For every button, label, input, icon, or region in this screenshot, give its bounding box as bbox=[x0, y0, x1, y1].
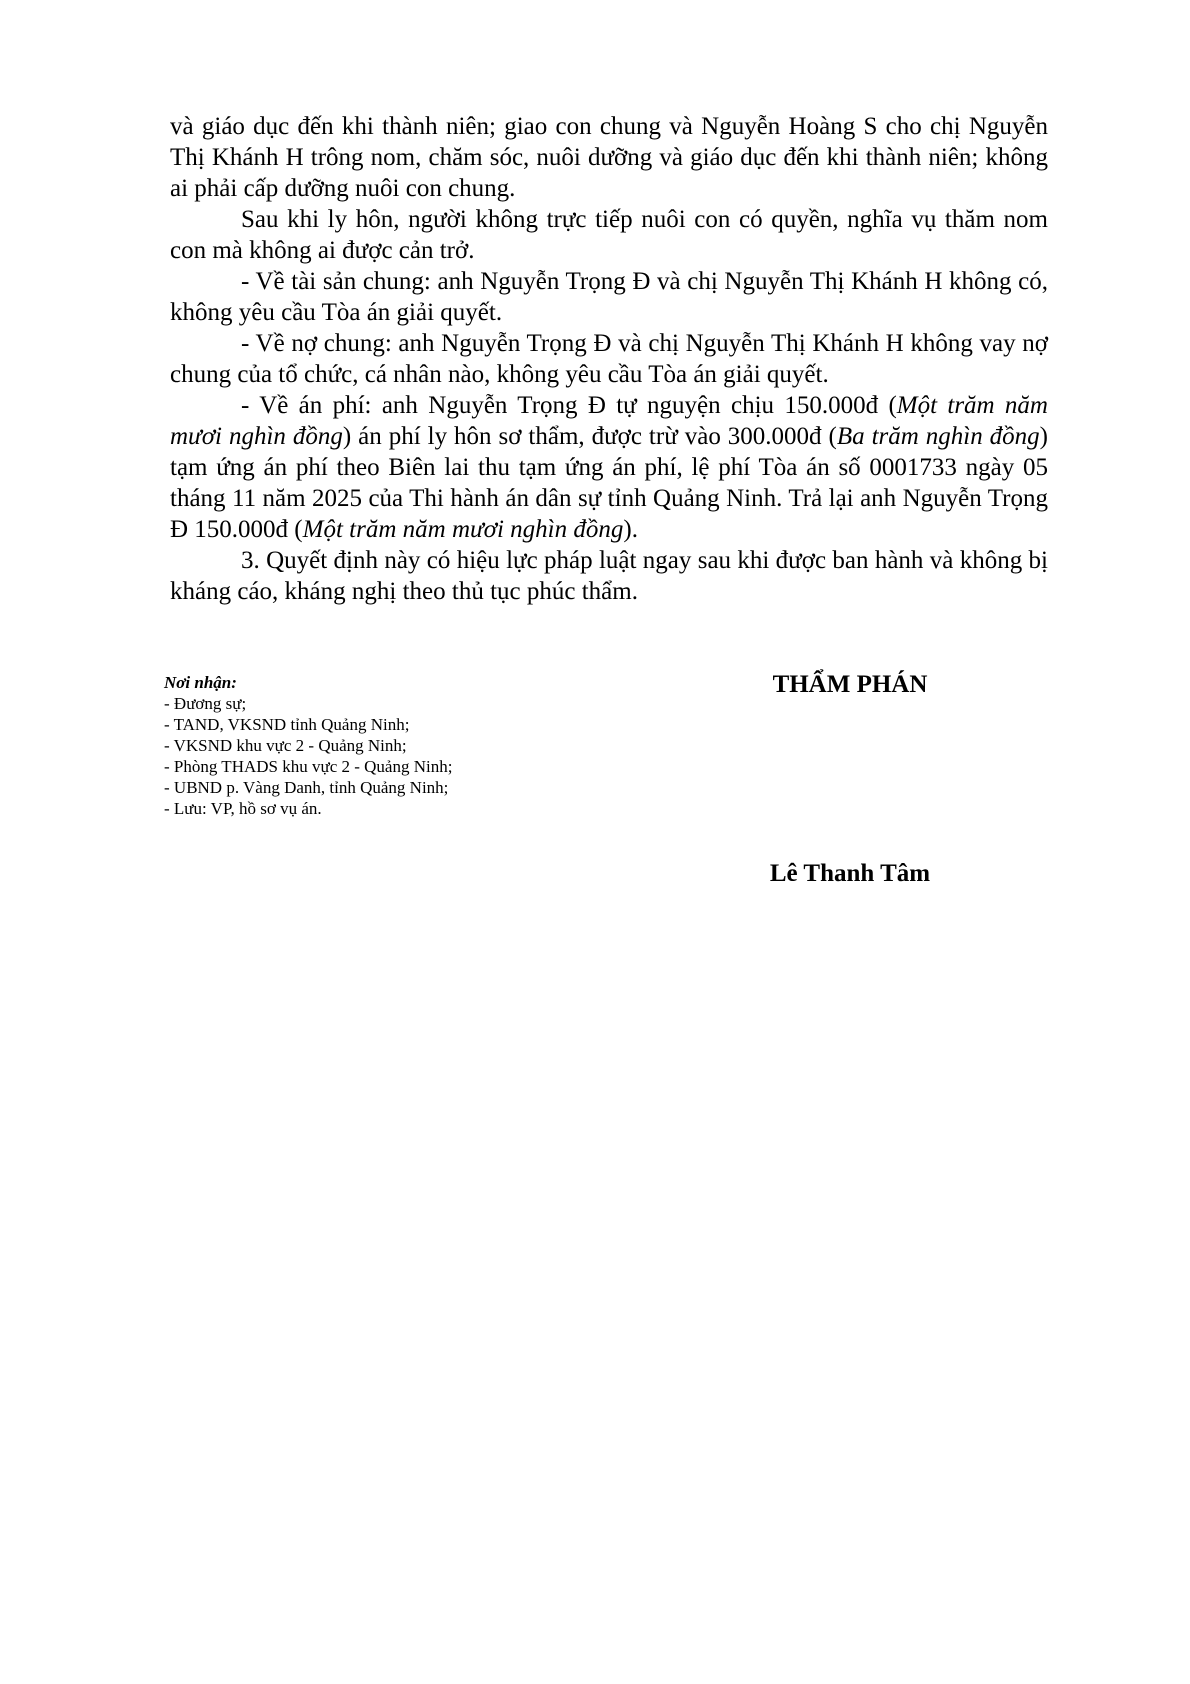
recipient-item: - Lưu: VP, hồ sơ vụ án. bbox=[164, 799, 322, 818]
court-fee-amount-words-1: Một trăm năm mươi nghìn đồng bbox=[170, 392, 1048, 450]
paragraph-court-fee bbox=[170, 390, 1048, 545]
recipient-item: - VKSND khu vực 2 - Quảng Ninh; bbox=[164, 736, 407, 755]
recipient-item: - TAND, VKSND tỉnh Quảng Ninh; bbox=[164, 715, 410, 734]
signer-name: Lê Thanh Tâm bbox=[769, 860, 931, 887]
paragraph-visitation-rights: Sau khi ly hôn, người không trực tiếp nuôi con có quyền, nghĩa vụ thăm nom con mà không ai được cản trở. bbox=[170, 206, 1048, 264]
paragraph-effectiveness: 3. Quyết định này có hiệu lực pháp luật ngay sau khi được ban hành và không bị kháng cáo, kháng nghị theo thủ tục phúc thẩm. bbox=[170, 547, 1048, 605]
recipients-block bbox=[164, 672, 604, 819]
recipients-list bbox=[164, 693, 604, 819]
paragraph-child-custody: và giáo dục đến khi thành niên; giao con chung và Nguyễn Hoàng S cho chị Nguyễn Thị Khánh H trông nom, chăm sóc, nuôi dưỡng và giáo dục đến khi thành niên; không ai phải cấp dưỡng nuôi con chung. bbox=[170, 113, 1048, 202]
court-fee-text-1: - Về án phí: anh Nguyễn Trọng Đ tự nguyện chịu 150.000đ ( bbox=[241, 392, 897, 419]
court-fee-text-3: ) tạm ứng án phí theo Biên lai thu tạm ứng án phí, lệ phí Tòa án số 0001733 ngày 05 tháng 11 năm 2025 của Thi hành án dân sự tỉnh Quảng Ninh. Trả lại anh Nguyễn Trọng Đ 150.000đ ( bbox=[170, 423, 1048, 543]
court-fee-amount-words-2: Ba trăm nghìn đồng bbox=[836, 423, 1040, 450]
decision-body bbox=[170, 111, 1048, 607]
recipient-item: - UBND p. Vàng Danh, tỉnh Quảng Ninh; bbox=[164, 778, 449, 797]
recipient-item: - Phòng THADS khu vực 2 - Quảng Ninh; bbox=[164, 757, 453, 776]
recipient-item: - Đương sự; bbox=[164, 694, 247, 713]
court-fee-amount-words-3: Một trăm năm mươi nghìn đồng bbox=[302, 516, 624, 543]
signer-title: THẨM PHÁN bbox=[772, 671, 928, 698]
paragraph-common-property: - Về tài sản chung: anh Nguyễn Trọng Đ và chị Nguyễn Thị Khánh H không có, không yêu cầu Tòa án giải quyết. bbox=[170, 268, 1048, 326]
recipients-title: Nơi nhận: bbox=[164, 673, 237, 692]
court-fee-text-2: ) án phí ly hôn sơ thẩm, được trừ vào 300.000đ ( bbox=[342, 423, 837, 450]
paragraph-common-debt: - Về nợ chung: anh Nguyễn Trọng Đ và chị Nguyễn Thị Khánh H không vay nợ chung của tổ chức, cá nhân nào, không yêu cầu Tòa án giải quyết. bbox=[170, 330, 1048, 388]
court-fee-text-4: ). bbox=[623, 516, 638, 543]
